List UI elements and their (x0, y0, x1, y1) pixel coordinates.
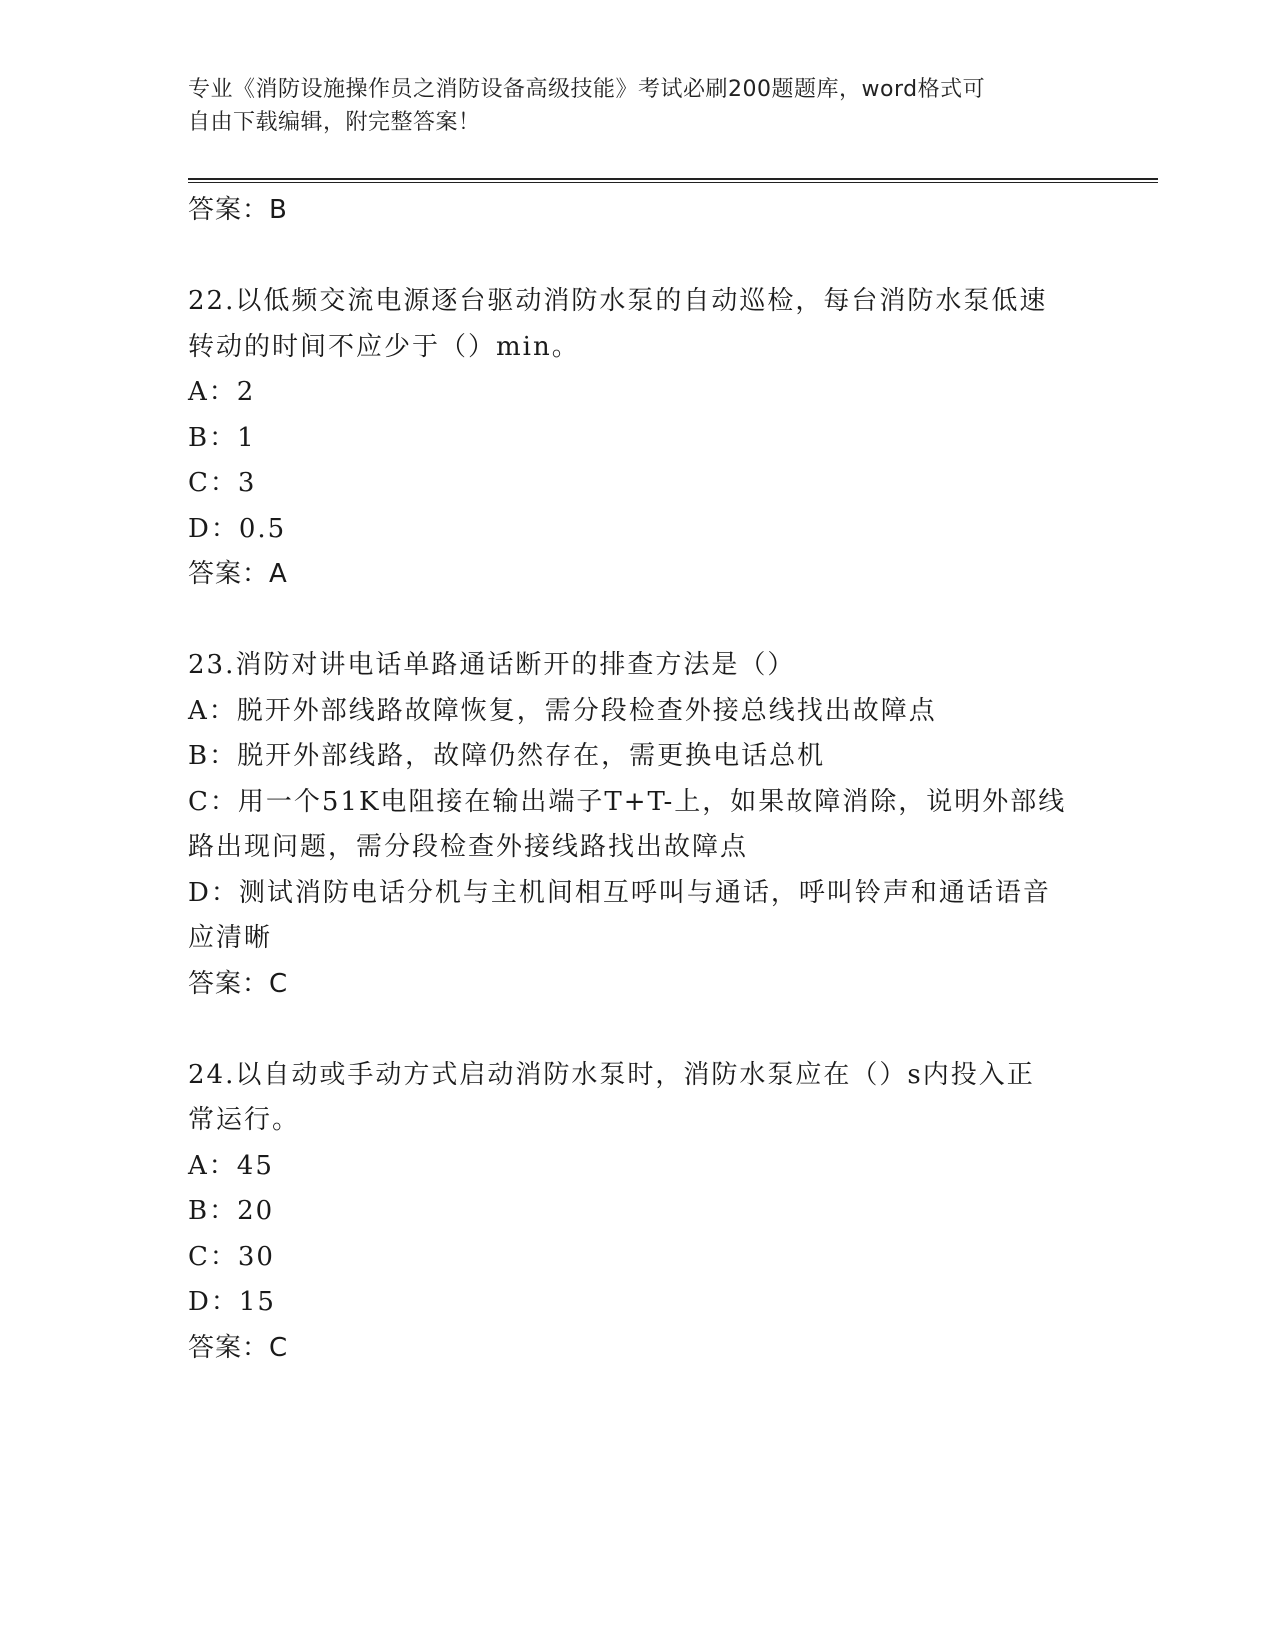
option-c: C：30 (188, 1241, 275, 1272)
option-d: D：测试消防电话分机与主机间相互呼叫与通话，呼叫铃声和通话语音 (188, 877, 1051, 908)
header-divider-thick (188, 178, 1158, 180)
question-stem: 常运行。 (188, 1105, 301, 1135)
question-block (188, 1053, 1088, 1372)
answer-line: 答案：C (188, 1332, 289, 1363)
option-a: A：45 (188, 1150, 274, 1181)
question-stem: 23.消防对讲电话单路通话断开的排查方法是（） (188, 650, 796, 680)
answer-line: 答案：B (188, 195, 288, 225)
document-body (188, 188, 1088, 1371)
header-divider-thin (188, 182, 1158, 183)
option-a: A：2 (188, 377, 256, 407)
answer-line: 答案：A (188, 559, 288, 589)
spacer (188, 598, 1088, 644)
option-c-continued: 路出现问题，需分段检查外接线路找出故障点 (188, 832, 749, 862)
option-c: C：3 (188, 468, 257, 498)
option-d: D：15 (188, 1287, 276, 1317)
document-header (188, 73, 1088, 139)
option-d: D：0.5 (188, 513, 287, 544)
question-block (188, 643, 1088, 1007)
option-a: A：脱开外部线路故障恢复，需分段检查外接总线找出故障点 (188, 695, 937, 726)
question-stem: 22.以低频交流电源逐台驱动消防水泵的自动巡检，每台消防水泵低速 (188, 286, 1048, 316)
question-stem: 24.以自动或手动方式启动消防水泵时，消防水泵应在（）s内投入正 (188, 1059, 1035, 1090)
spacer (188, 1007, 1088, 1053)
spacer (188, 234, 1088, 280)
answer-line: 答案：C (188, 968, 289, 999)
option-b: B：20 (188, 1196, 275, 1226)
question-stem: 转动的时间不应少于（）min。 (188, 331, 580, 362)
header-line-1: 专业《消防设施操作员之消防设备高级技能》考试必刷200题题库，word格式可 (188, 77, 986, 102)
option-d-continued: 应清晰 (188, 923, 273, 953)
question-block (188, 279, 1088, 598)
header-line-2: 自由下载编辑，附完整答案！ (188, 110, 481, 135)
option-c: C：用一个51K电阻接在输出端子T+T-上，如果故障消除，说明外部线 (188, 786, 1067, 817)
option-b: B：脱开外部线路，故障仍然存在，需更换电话总机 (188, 741, 826, 771)
option-b: B：1 (188, 422, 256, 453)
